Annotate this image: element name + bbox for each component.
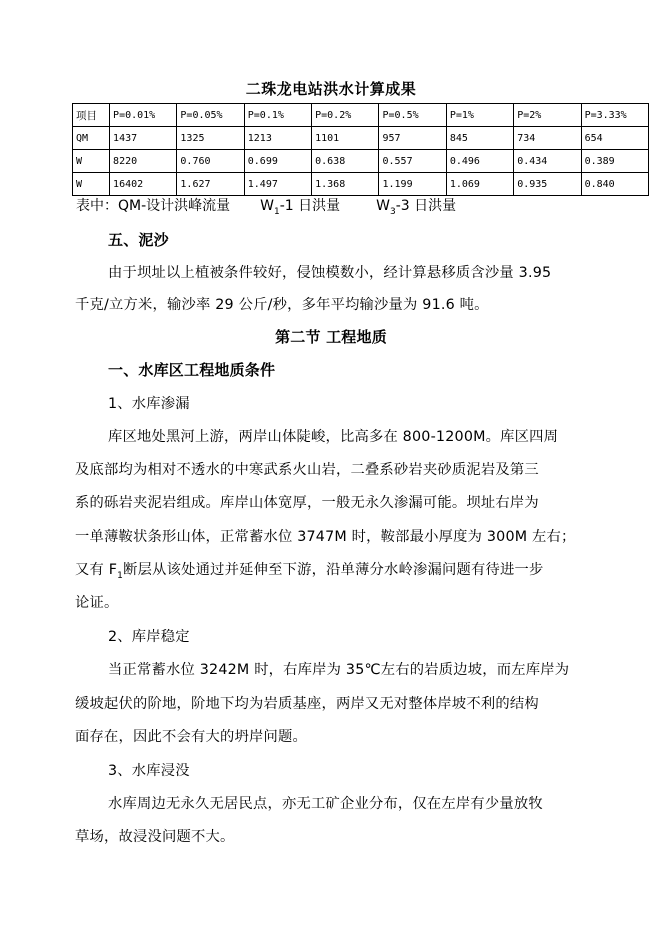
table-cell: 1.497: [244, 173, 311, 196]
header-cell: P=1%: [446, 104, 513, 127]
flood-calculation-table: [72, 103, 649, 196]
table-cell: 1.069: [446, 173, 513, 196]
paragraph-line: 一单薄鞍状条形山体，正常蓄水位 3747M 时，鞍部最小厚度为 300M 左右；: [75, 529, 576, 545]
table-cell: 654: [581, 127, 648, 150]
header-cell: P=0.1%: [244, 104, 311, 127]
note-w3-subscript: 3: [390, 206, 396, 217]
table-row: [73, 150, 649, 173]
table-cell: 957: [379, 127, 446, 150]
header-cell: P=2%: [514, 104, 581, 127]
table-cell: 0.389: [581, 150, 648, 173]
note-w3-symbol: W: [376, 198, 390, 214]
table-cell: 845: [446, 127, 513, 150]
paragraph-line: 系的砾岩夹泥岩组成。库岸山体宽厚，一般无永久渗漏可能。坝址右岸为: [75, 495, 539, 511]
paragraph-line: 论证。: [75, 595, 119, 611]
table-cell: 0.760: [177, 150, 244, 173]
table-cell: 1325: [177, 127, 244, 150]
table-cell: QM: [73, 127, 110, 150]
table-cell: 8220: [110, 150, 177, 173]
header-cell: 项目: [73, 104, 110, 127]
item-heading-inundation: 3、水库浸没: [108, 763, 190, 779]
table-cell: 0.935: [514, 173, 581, 196]
paragraph-line: 由于坝址以上植被条件较好，侵蚀模数小，经计算悬移质含沙量 3.95: [108, 265, 552, 281]
item-heading-bank-stability: 2、库岸稳定: [108, 629, 190, 645]
table-cell: 0.496: [446, 150, 513, 173]
table-cell: W: [73, 173, 110, 196]
section-heading-sediment: 五、泥沙: [108, 231, 169, 249]
subsection-heading: 一、水库区工程地质条件: [108, 361, 276, 379]
table-cell: 1.199: [379, 173, 446, 196]
table-cell: 1437: [110, 127, 177, 150]
table-cell: 0.434: [514, 150, 581, 173]
table-cell: 1.627: [177, 173, 244, 196]
table-cell: 1.368: [312, 173, 379, 196]
paragraph-line: [75, 559, 544, 581]
paragraph-line: 千克/立方米，输沙率 29 公斤/秒，多年平均输沙量为 91.6 吨。: [75, 297, 489, 313]
table-note: [76, 195, 456, 217]
header-cell: P=0.05%: [177, 104, 244, 127]
paragraph-line: 及底部均为相对不透水的中寒武系火山岩，二叠系砂岩夹砂质泥岩及第三: [75, 462, 539, 478]
table-cell: W: [73, 150, 110, 173]
note-w3-text: -3 日洪量: [395, 198, 457, 214]
table-row: [73, 127, 649, 150]
note-w1-symbol: W: [260, 198, 274, 214]
note-prefix: 表中：QM-设计洪峰流量: [76, 198, 231, 214]
table-header-row: [73, 104, 649, 127]
table-row: [73, 173, 649, 196]
table-title: 二珠龙电站洪水计算成果: [245, 80, 417, 98]
table-cell: 0.699: [244, 150, 311, 173]
paragraph-line: 当正常蓄水位 3242M 时，右库岸为 35℃左右的岩质边坡，而左库岸为: [108, 662, 570, 678]
table-cell: 734: [514, 127, 581, 150]
item-heading-leakage: 1、水库渗漏: [108, 396, 190, 412]
table-cell: 1101: [312, 127, 379, 150]
table-cell: 0.557: [379, 150, 446, 173]
header-cell: P=0.01%: [110, 104, 177, 127]
table-cell: 1213: [244, 127, 311, 150]
fault-subscript: 1: [117, 570, 124, 581]
table-cell: 0.840: [581, 173, 648, 196]
section-title-geology: 第二节 工程地质: [275, 328, 387, 346]
table-cell: 0.638: [312, 150, 379, 173]
paragraph-line: 面存在，因此不会有大的坍岸问题。: [75, 729, 307, 745]
table-cell: 16402: [110, 173, 177, 196]
line-prefix: 又有 F: [75, 562, 118, 578]
note-w1-subscript: 1: [274, 206, 280, 217]
header-cell: P=0.2%: [312, 104, 379, 127]
paragraph-line: 草场，故浸没问题不大。: [75, 829, 235, 845]
paragraph-line: 水库周边无永久无居民点，亦无工矿企业分布，仅在左岸有少量放牧: [108, 796, 543, 812]
note-w1-text: -1 日洪量: [279, 198, 341, 214]
header-cell: P=3.33%: [581, 104, 648, 127]
paragraph-line: 缓坡起伏的阶地，阶地下均为岩质基座，两岸又无对整体岸坡不利的结构: [75, 696, 539, 712]
header-cell: P=0.5%: [379, 104, 446, 127]
paragraph-line: 库区地处黑河上游，两岸山体陡峻，比高多在 800-1200M。库区四周: [108, 429, 559, 445]
line-rest: 断层从该处通过并延伸至下游，沿单薄分水岭渗漏问题有待进一步: [123, 562, 544, 578]
